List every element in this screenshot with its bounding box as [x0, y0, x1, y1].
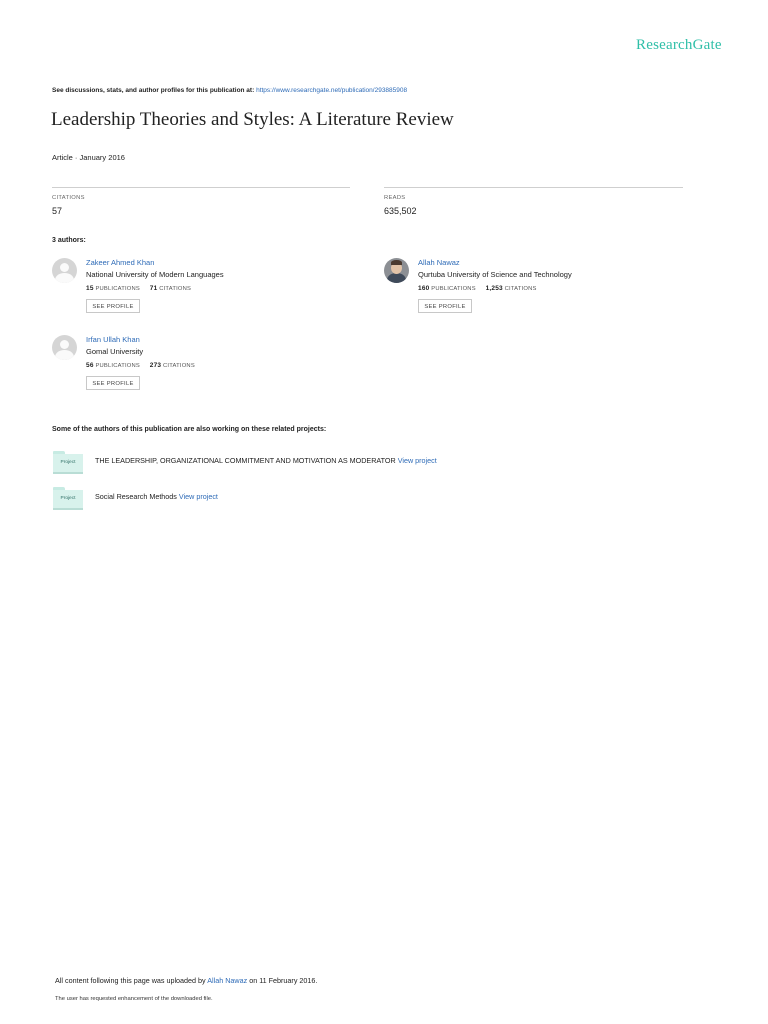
citations-label: CITATIONS: [159, 286, 192, 292]
view-project-link[interactable]: View project: [178, 492, 218, 501]
project-title: Social Research Methods: [95, 492, 177, 501]
see-profile-button[interactable]: SEE PROFILE: [86, 299, 140, 313]
citations-label: CITATIONS: [163, 363, 195, 369]
citations-value: 57: [52, 206, 63, 216]
divider-left: [52, 187, 350, 188]
upload-notice: [55, 976, 317, 985]
discussions-line: [52, 87, 407, 94]
author-name-link[interactable]: Irfan Ullah Khan: [86, 335, 140, 344]
publications-count: 15: [86, 285, 94, 292]
project-title: THE LEADERSHIP, ORGANIZATIONAL COMMITMENT AND MOTIVATION AS MODERATOR: [95, 456, 396, 465]
author-institution: National University of Modern Languages: [86, 270, 224, 279]
author-card: [52, 258, 352, 328]
researchgate-logo[interactable]: ResearchGate: [636, 37, 722, 53]
author-name-link[interactable]: Allah Nawaz: [418, 258, 460, 267]
project-folder-icon[interactable]: [53, 487, 83, 509]
project-badge: Project: [53, 454, 83, 474]
project-text: [95, 492, 218, 501]
author-institution: Qurtuba University of Science and Technology: [418, 270, 572, 279]
upload-suffix: on 11 February 2016.: [249, 976, 318, 985]
divider-right: [384, 187, 683, 188]
avatar-placeholder-icon[interactable]: [52, 258, 77, 283]
publication-url-link[interactable]: https://www.researchgate.net/publication/293885908: [256, 87, 408, 94]
project-text: [95, 456, 437, 465]
author-photo-avatar[interactable]: [384, 258, 409, 283]
upload-prefix: All content following this page was uploaded by: [55, 976, 206, 985]
projects-heading: Some of the authors of this publication are also working on these related projects:: [52, 426, 327, 433]
citations-count: 71: [149, 285, 158, 292]
avatar-placeholder-icon[interactable]: [52, 335, 77, 360]
author-stats: [86, 285, 191, 292]
project-item: [53, 451, 653, 475]
project-item: [53, 487, 653, 511]
see-profile-button[interactable]: SEE PROFILE: [418, 299, 472, 313]
citations-label: CITATIONS: [504, 286, 537, 292]
authors-heading: 3 authors:: [52, 237, 86, 244]
author-stats: [418, 285, 537, 292]
discussions-text: See discussions, stats, and author profiles for this publication at:: [52, 87, 255, 94]
author-stats: [86, 362, 195, 369]
reads-label: READS: [384, 195, 406, 201]
article-meta: Article · January 2016: [52, 153, 125, 162]
author-name-link[interactable]: Zakeer Ahmed Khan: [86, 258, 155, 267]
view-project-link[interactable]: View project: [397, 456, 437, 465]
see-profile-button[interactable]: SEE PROFILE: [86, 376, 140, 390]
project-badge: Project: [53, 490, 83, 510]
citations-count: 1,253: [485, 285, 503, 292]
author-card: [384, 258, 684, 328]
author-card: [52, 335, 352, 405]
project-folder-icon[interactable]: [53, 451, 83, 473]
publications-count: 56: [86, 362, 94, 369]
enhancement-notice: The user has requested enhancement of the downloaded file.: [55, 996, 213, 1002]
citations-count: 273: [149, 362, 162, 369]
reads-value: 635,502: [384, 206, 417, 216]
paper-title: Leadership Theories and Styles: A Literature Review: [51, 109, 454, 130]
publications-count: 160: [418, 285, 430, 292]
publications-label: PUBLICATIONS: [431, 286, 476, 292]
citations-label: CITATIONS: [52, 195, 85, 201]
publications-label: PUBLICATIONS: [95, 286, 140, 292]
uploader-link[interactable]: Allah Nawaz: [207, 976, 248, 985]
author-institution: Gomal University: [86, 347, 144, 356]
publications-label: PUBLICATIONS: [95, 363, 140, 369]
